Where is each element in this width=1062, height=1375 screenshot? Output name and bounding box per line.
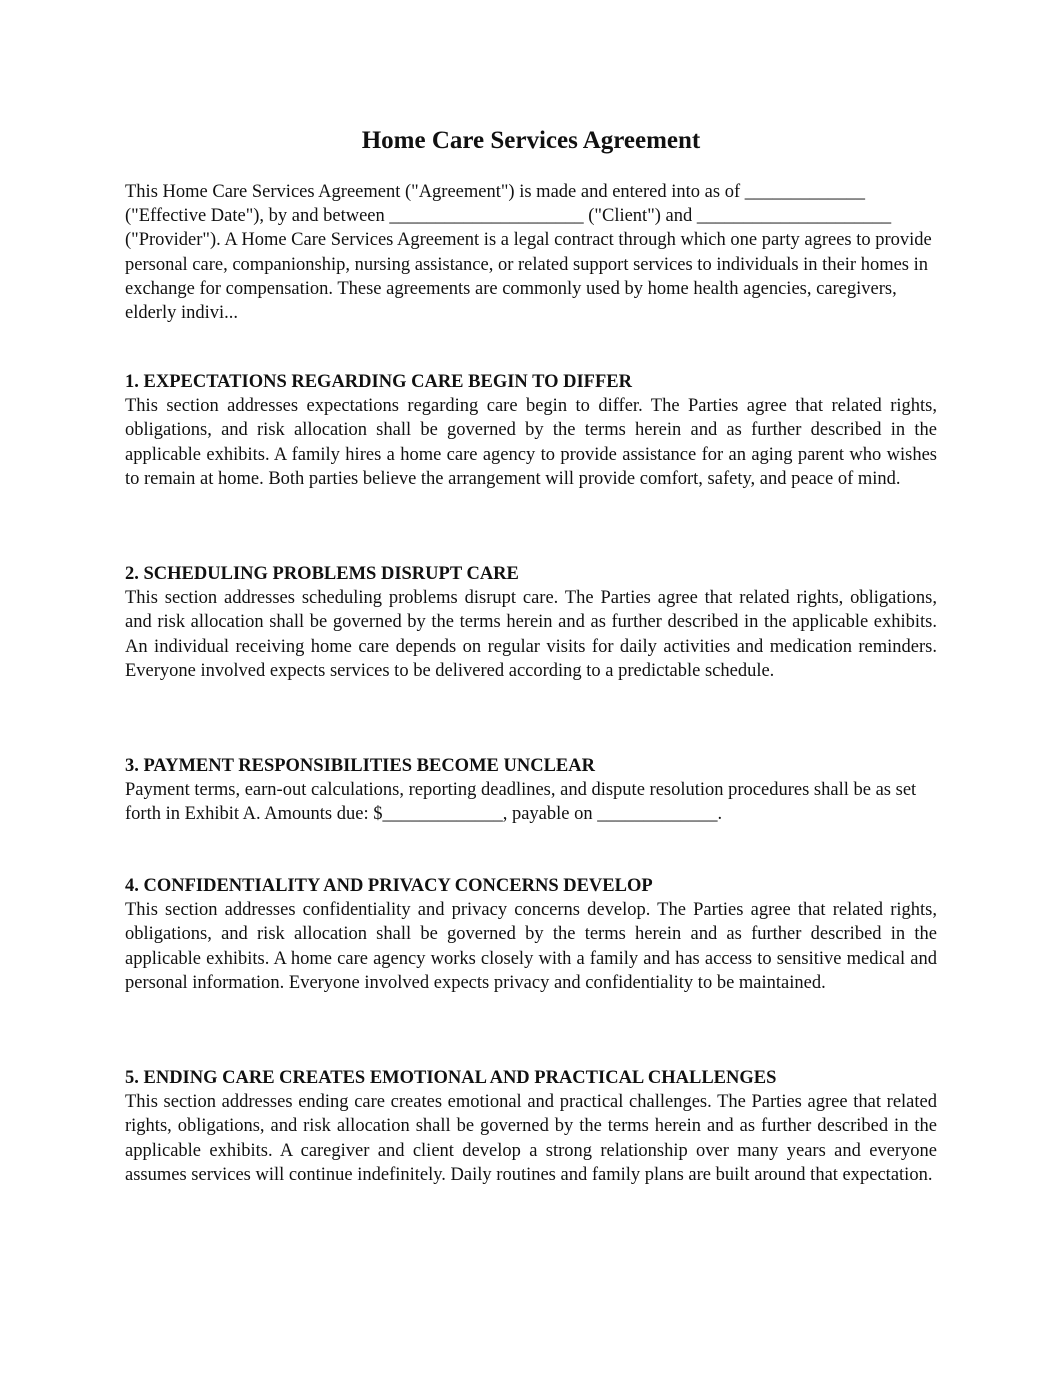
section-confidentiality (125, 874, 937, 995)
intro-paragraph: This Home Care Services Agreement ("Agreement") is made and entered into as of _____________ ("Effective Date"), by and between _____________________ ("Client") and _____________________ ("Provider"). A Home Care Services Agreement is a legal contract through which one party agrees to provide personal care, companionship, nursing assistance, or related support services to individuals in their homes in exchange for compensation. These agreements are commonly used by home health agencies, caregivers, elderly indivi... (125, 182, 932, 324)
section-body: This section addresses confidentiality and privacy concerns develop. The Parties agree that related rights, obligations, and risk allocation shall be governed by the terms herein and as further described in the applicable exhibits. A home care agency works closely with a family and has access to sensitive medical and personal information. Everyone involved expects privacy and confidentiality to be maintained. (125, 900, 937, 993)
section-body: Payment terms, earn-out calculations, reporting deadlines, and dispute resolution procedures shall be as set forth in Exhibit A. Amounts due: $_____________, payable on _____________. (125, 780, 917, 825)
section-ending-care (125, 1066, 937, 1187)
section-scheduling (125, 562, 937, 683)
section-heading: 2. SCHEDULING PROBLEMS DISRUPT CARE (125, 564, 519, 584)
section-heading: 3. PAYMENT RESPONSIBILITIES BECOME UNCLEAR (125, 756, 595, 776)
section-heading: 1. EXPECTATIONS REGARDING CARE BEGIN TO DIFFER (125, 372, 632, 392)
document-title: Home Care Services Agreement (361, 127, 701, 154)
section-body: This section addresses ending care creates emotional and practical challenges. The Parties agree that related rights, obligations, and risk allocation shall be governed by the terms herein and as further described in the applicable exhibits. A caregiver and client develop a strong relationship over many years and everyone assumes services will continue indefinitely. Daily routines and family plans are built around that expectation. (125, 1092, 937, 1185)
section-body: This section addresses scheduling problems disrupt care. The Parties agree that related rights, obligations, and risk allocation shall be governed by the terms herein and as further described in the applicable exhibits. An individual receiving home care depends on regular visits for daily activities and medication reminders. Everyone involved expects services to be delivered according to a predictable schedule. (125, 588, 937, 681)
section-expectations (125, 370, 937, 491)
section-heading: 4. CONFIDENTIALITY AND PRIVACY CONCERNS DEVELOP (125, 876, 653, 896)
section-body: This section addresses expectations regarding care begin to differ. The Parties agree that related rights, obligations, and risk allocation shall be governed by the terms herein and as further described in the applicable exhibits. A family hires a home care agency to provide assistance for an aging parent who wishes to remain at home. Both parties believe the arrangement will provide comfort, safety, and peace of mind. (125, 396, 937, 489)
section-payment (125, 754, 937, 827)
section-heading: 5. ENDING CARE CREATES EMOTIONAL AND PRACTICAL CHALLENGES (125, 1068, 777, 1088)
